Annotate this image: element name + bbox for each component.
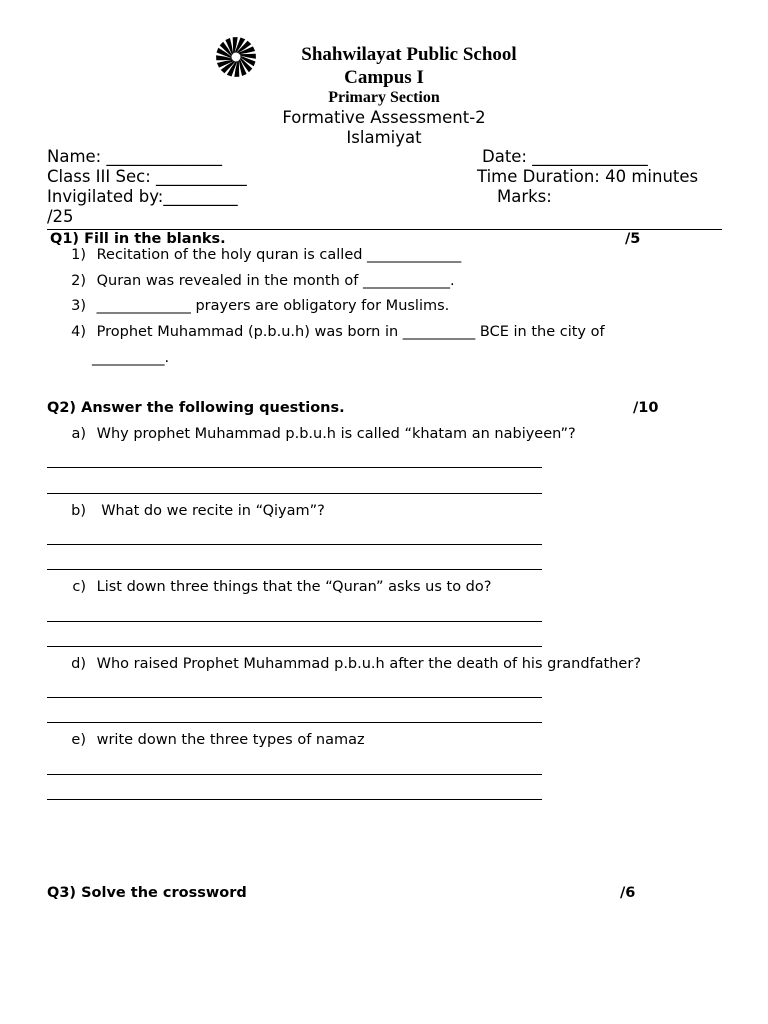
- header-divider: [47, 229, 722, 230]
- answer-line[interactable]: [47, 569, 542, 570]
- q3-title: Q3) Solve the crossword: [47, 885, 247, 901]
- answer-line[interactable]: [47, 621, 542, 622]
- q2-item: [63, 732, 365, 748]
- q2-item-text: What do we recite in “Qiyam”?: [96, 503, 325, 519]
- q1-title: Q1) Fill in the blanks.: [50, 231, 226, 247]
- q2-item-letter: c): [72, 579, 86, 595]
- q1-item-text: Recitation of the holy quran is called _____________: [96, 247, 462, 263]
- class-sec-field: Class III Sec: ___________: [47, 167, 247, 186]
- school-name: Shahwilayat Public School: [301, 44, 517, 65]
- invigilated-by-field: Invigilated by:_________: [47, 187, 238, 206]
- subject-title: Islamiyat: [346, 128, 422, 147]
- answer-line[interactable]: [47, 799, 542, 800]
- q1-item-number: 4): [71, 324, 86, 340]
- time-duration-field: Time Duration: 40 minutes: [477, 167, 699, 186]
- marks-field: Marks:: [497, 187, 552, 206]
- answer-line[interactable]: [47, 774, 542, 775]
- q1-item-number: 2): [71, 273, 86, 289]
- q2-item-letter: d): [71, 656, 86, 672]
- q3-marks: /6: [620, 885, 636, 901]
- q1-item: [63, 298, 449, 314]
- answer-line[interactable]: [47, 493, 542, 494]
- q2-item: [63, 426, 576, 442]
- q1-item-number: 3): [71, 298, 86, 314]
- q2-item-letter: e): [71, 732, 86, 748]
- q1-item-text: Prophet Muhammad (p.b.u.h) was born in __________ BCE in the city of: [96, 324, 605, 340]
- total-marks: /25: [47, 207, 74, 226]
- q2-item-text: Who raised Prophet Muhammad p.b.u.h after the death of his grandfather?: [96, 656, 642, 672]
- q2-item: [63, 656, 641, 672]
- q1-marks: /5: [625, 231, 641, 247]
- q1-item-text: Quran was revealed in the month of ____________.: [96, 273, 455, 289]
- answer-line[interactable]: [47, 646, 542, 647]
- q1-item: [63, 324, 605, 340]
- q2-item: [63, 503, 325, 519]
- q1-item: [63, 247, 461, 263]
- q2-item: [63, 579, 491, 595]
- answer-line[interactable]: [47, 722, 542, 723]
- answer-line[interactable]: [47, 467, 542, 468]
- assessment-title: Formative Assessment-2: [282, 108, 486, 127]
- answer-line[interactable]: [47, 544, 542, 545]
- q2-item-letter: a): [71, 426, 86, 442]
- name-field: Name: ______________: [47, 147, 222, 166]
- q2-item-text: List down three things that the “Quran” asks us to do?: [96, 579, 492, 595]
- q2-item-text: write down the three types of namaz: [96, 732, 365, 748]
- date-field: Date: ______________: [482, 147, 648, 166]
- q1-item: [63, 273, 455, 289]
- campus-title: Campus I: [344, 67, 424, 88]
- q1-item-text: _____________ prayers are obligatory for Muslims.: [96, 298, 450, 314]
- section-title: Primary Section: [328, 89, 440, 106]
- q2-item-text: Why prophet Muhammad p.b.u.h is called “khatam an nabiyeen”?: [96, 426, 576, 442]
- answer-line[interactable]: [47, 697, 542, 698]
- q2-item-letter: b): [71, 503, 86, 519]
- q1-item-number: 1): [71, 247, 86, 263]
- q1-item-continuation: __________.: [92, 350, 170, 366]
- q2-marks: /10: [633, 400, 659, 416]
- q2-title: Q2) Answer the following questions.: [47, 400, 345, 416]
